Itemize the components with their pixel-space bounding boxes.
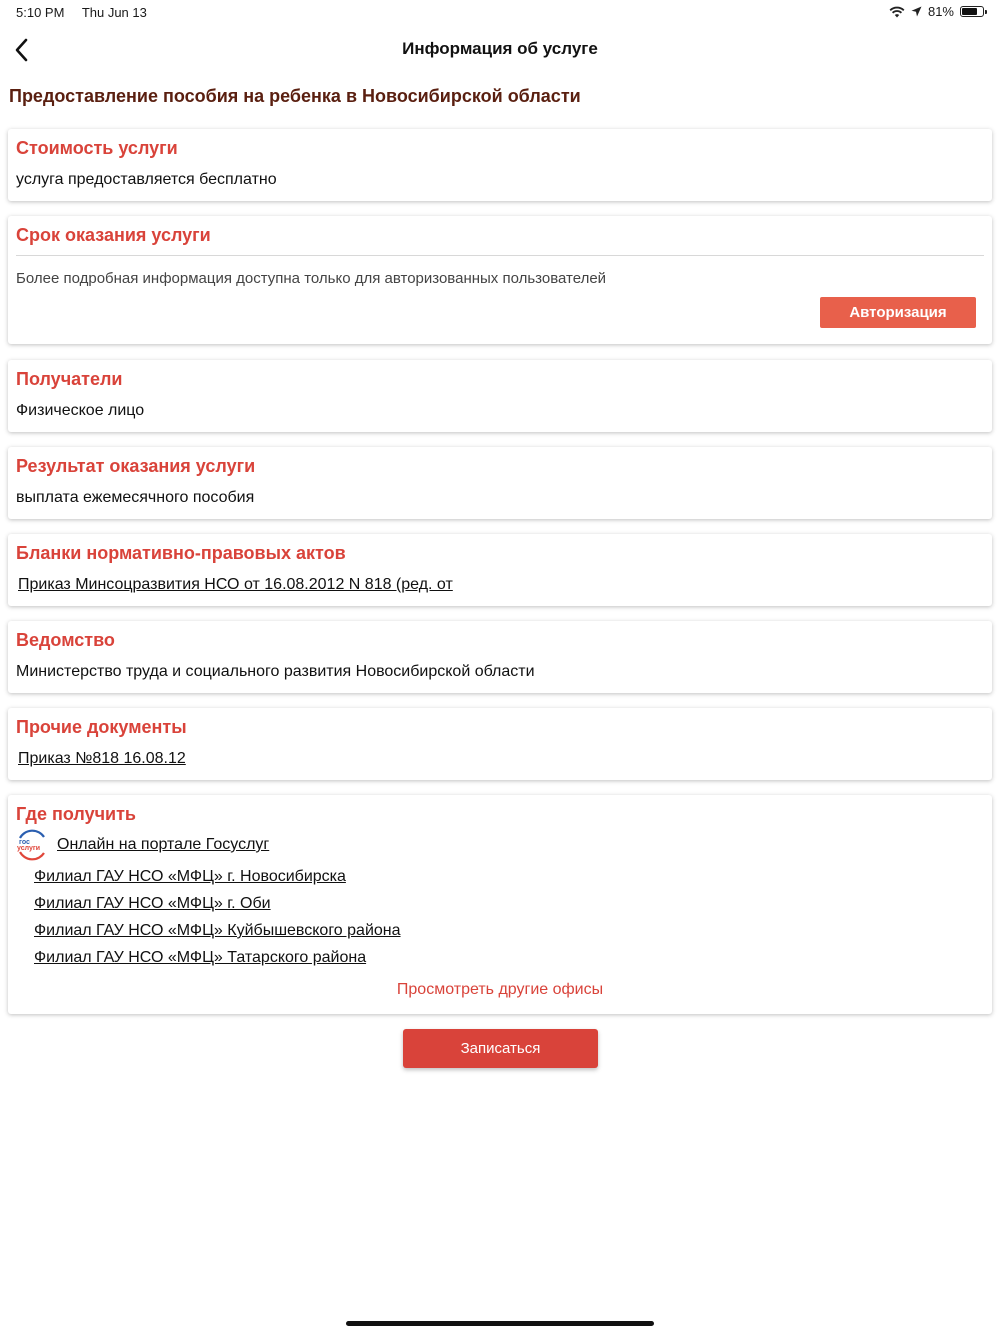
- cost-text: услуга предоставляется бесплатно: [16, 171, 277, 188]
- navigation-bar: [0, 28, 1000, 72]
- signup-button[interactable]: Записаться: [403, 1029, 598, 1068]
- result-text: выплата ежемесячного пособия: [16, 489, 255, 506]
- gosuslugi-logo-icon: [16, 829, 48, 861]
- recipients-text: Физическое лицо: [16, 402, 145, 419]
- cost-card: [8, 129, 992, 201]
- recipients-title: Получатели: [16, 369, 123, 389]
- department-card: [8, 621, 992, 693]
- service-title: Предоставление пособия на ребенка в Новосибирской области: [9, 86, 581, 106]
- other-docs-title: Прочие документы: [16, 717, 187, 737]
- gosuslugi-online-link[interactable]: Онлайн на портале Госуслуг: [57, 836, 270, 853]
- location-arrow-icon: [911, 6, 922, 17]
- status-date: Thu Jun 13: [81, 5, 147, 20]
- battery-percent: 81%: [927, 4, 954, 19]
- page-title: Информация об услуге: [402, 39, 598, 58]
- term-card: [8, 216, 992, 344]
- home-indicator[interactable]: [346, 1321, 654, 1326]
- department-title: Ведомство: [16, 630, 115, 650]
- where-card: [8, 795, 992, 1014]
- office-link[interactable]: Филиал ГАУ НСО «МФЦ» Татарского района: [34, 949, 367, 966]
- battery-level-fill: [962, 8, 977, 15]
- result-title: Результат оказания услуги: [16, 456, 256, 476]
- other-docs-link[interactable]: Приказ №818 16.08.12: [18, 750, 186, 767]
- divider: [16, 255, 984, 256]
- wifi-icon: [889, 6, 905, 18]
- result-card: [8, 447, 992, 519]
- term-title: Срок оказания услуги: [16, 225, 211, 245]
- forms-link[interactable]: Приказ Минсоцразвития НСО от 16.08.2012 N 818 (ред. от: [18, 576, 453, 593]
- gosuslugi-online-row[interactable]: [16, 829, 984, 861]
- status-time: 5:10 PM: [16, 5, 65, 20]
- auth-required-text: Более подробная информация доступна только для авторизованных пользователей: [16, 270, 607, 287]
- battery-icon: [960, 6, 984, 17]
- svg-text:гос: гос: [19, 839, 30, 846]
- where-title: Где получить: [16, 804, 136, 824]
- office-link[interactable]: Филиал ГАУ НСО «МФЦ» г. Оби: [34, 895, 271, 912]
- forms-title: Бланки нормативно-правовых актов: [16, 543, 346, 563]
- office-link[interactable]: Филиал ГАУ НСО «МФЦ» г. Новосибирска: [34, 868, 346, 885]
- offices-list: [16, 863, 984, 971]
- recipients-card: [8, 360, 992, 432]
- cost-title: Стоимость услуги: [16, 138, 178, 158]
- other-docs-card: [8, 708, 992, 780]
- forms-card: [8, 534, 992, 606]
- office-link[interactable]: Филиал ГАУ НСО «МФЦ» Куйбышевского района: [34, 922, 401, 939]
- auth-button[interactable]: Авторизация: [820, 297, 976, 328]
- more-offices-link[interactable]: Просмотреть другие офисы: [396, 981, 604, 998]
- svg-text:услуги: услуги: [17, 845, 41, 852]
- department-text: Министерство труда и социального развития Новосибирской области: [16, 663, 535, 680]
- status-bar: [0, 0, 1000, 26]
